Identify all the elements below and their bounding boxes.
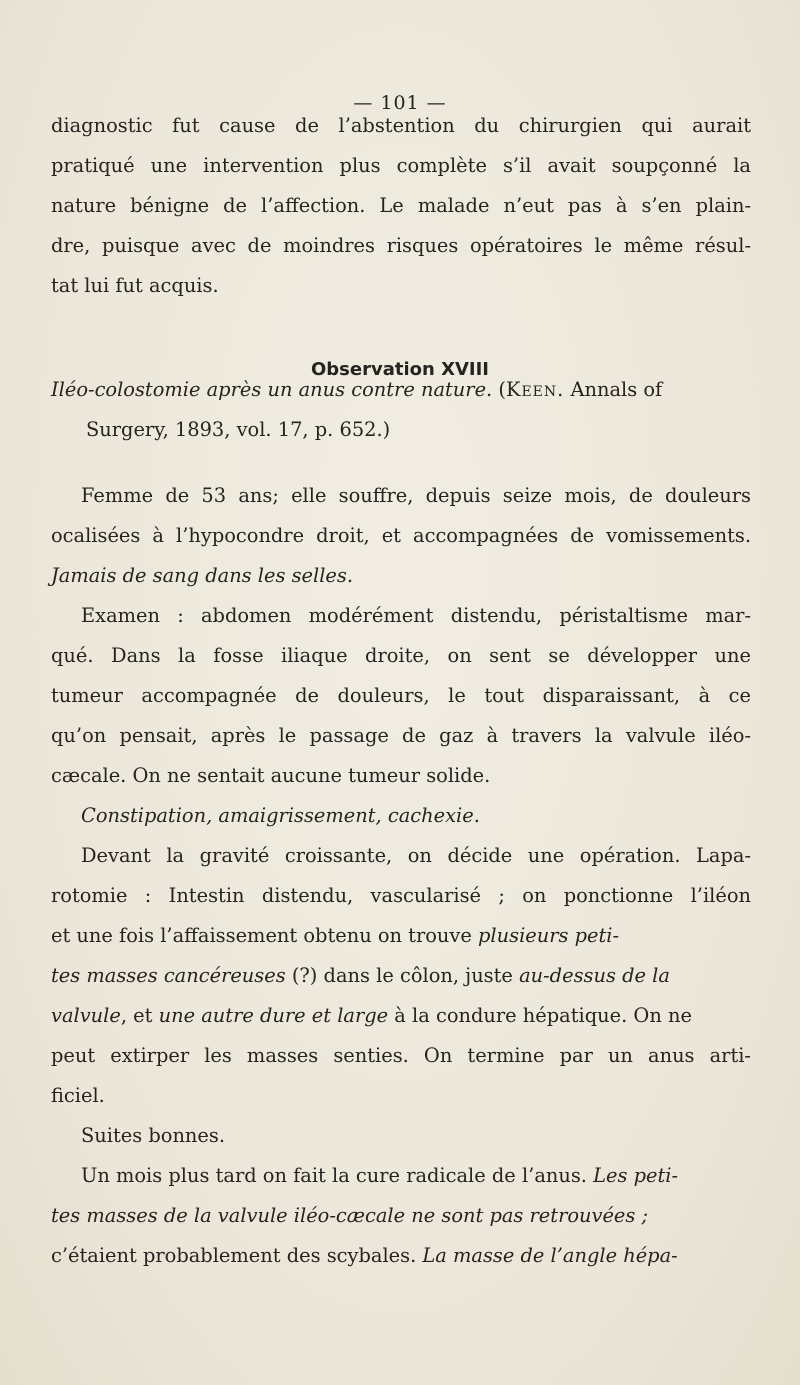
reference-line-1: Iléo-colostomie après un anus contre nature. (Keen. Annals of xyxy=(51,378,663,401)
paragraph-line: Femme de 53 ans; elle souffre, depuis seize mois, de douleurs xyxy=(81,484,751,507)
paragraph-line: tumeur accompagnée de douleurs, le tout disparaissant, à ce xyxy=(51,684,751,707)
paragraph-line: ocalisées à l’hypocondre droit, et accompagnées de vomissements. xyxy=(51,524,751,547)
paragraph-line: et une fois l’affaissement obtenu on trouve plusieurs peti- xyxy=(51,924,620,947)
paragraph-line: rotomie : Intestin distendu, vascularisé ; on ponctionne l’iléon xyxy=(51,884,751,907)
observation-heading: Observation XVIII xyxy=(311,359,489,380)
observation-title: Iléo-colostomie après un anus contre nature. xyxy=(51,378,493,401)
paragraph-line: dre, puisque avec de moindres risques opératoires le même résul- xyxy=(51,234,751,257)
paragraph-line: valvule, et une autre dure et large à la condure hépatique. On ne xyxy=(51,1004,692,1027)
paragraph-line: c’étaient probablement des scybales. La masse de l’angle hépa- xyxy=(51,1244,678,1267)
paragraph-line: tat lui fut acquis. xyxy=(51,274,219,297)
paragraph-line: Devant la gravité croissante, on décide une opération. Lapa- xyxy=(81,844,751,867)
reference-line-2: Surgery, 1893, vol. 17, p. 652.) xyxy=(86,418,391,441)
paragraph-line: nature bénigne de l’affection. Le malade n’eut pas à s’en plain- xyxy=(51,194,751,217)
paragraph-line: cæcale. On ne sentait aucune tumeur solide. xyxy=(51,764,491,787)
paragraph-line: tes masses cancéreuses (?) dans le côlon, juste au-dessus de la xyxy=(51,964,670,987)
paragraph-line: qué. Dans la fosse iliaque droite, on sent se développer une xyxy=(51,644,751,667)
paragraph-line: Suites bonnes. xyxy=(81,1124,226,1147)
paragraph-line: tes masses de la valvule iléo-cæcale ne sont pas retrouvées ; xyxy=(51,1204,649,1227)
paragraph-line: peut extirper les masses senties. On termine par un anus arti- xyxy=(51,1044,751,1067)
reference-author: Keen. xyxy=(505,378,565,401)
paragraph-line: diagnostic fut cause de l’abstention du chirurgien qui aurait xyxy=(51,114,751,137)
paragraph-line: Constipation, amaigrissement, cachexie. xyxy=(81,804,480,827)
paragraph-line: ficiel. xyxy=(51,1084,105,1107)
paragraph-line: Un mois plus tard on fait la cure radicale de l’anus. Les peti- xyxy=(81,1164,679,1187)
paragraph-line: Examen : abdomen modérément distendu, péristaltisme mar- xyxy=(81,604,751,627)
paragraph-line: qu’on pensait, après le passage de gaz à travers la valvule iléo- xyxy=(51,724,751,747)
paragraph-line: pratiqué une intervention plus complète s’il avait soupçonné la xyxy=(51,154,751,177)
page-number: — 101 — xyxy=(353,92,447,114)
paragraph-line: Jamais de sang dans les selles. xyxy=(51,564,354,587)
